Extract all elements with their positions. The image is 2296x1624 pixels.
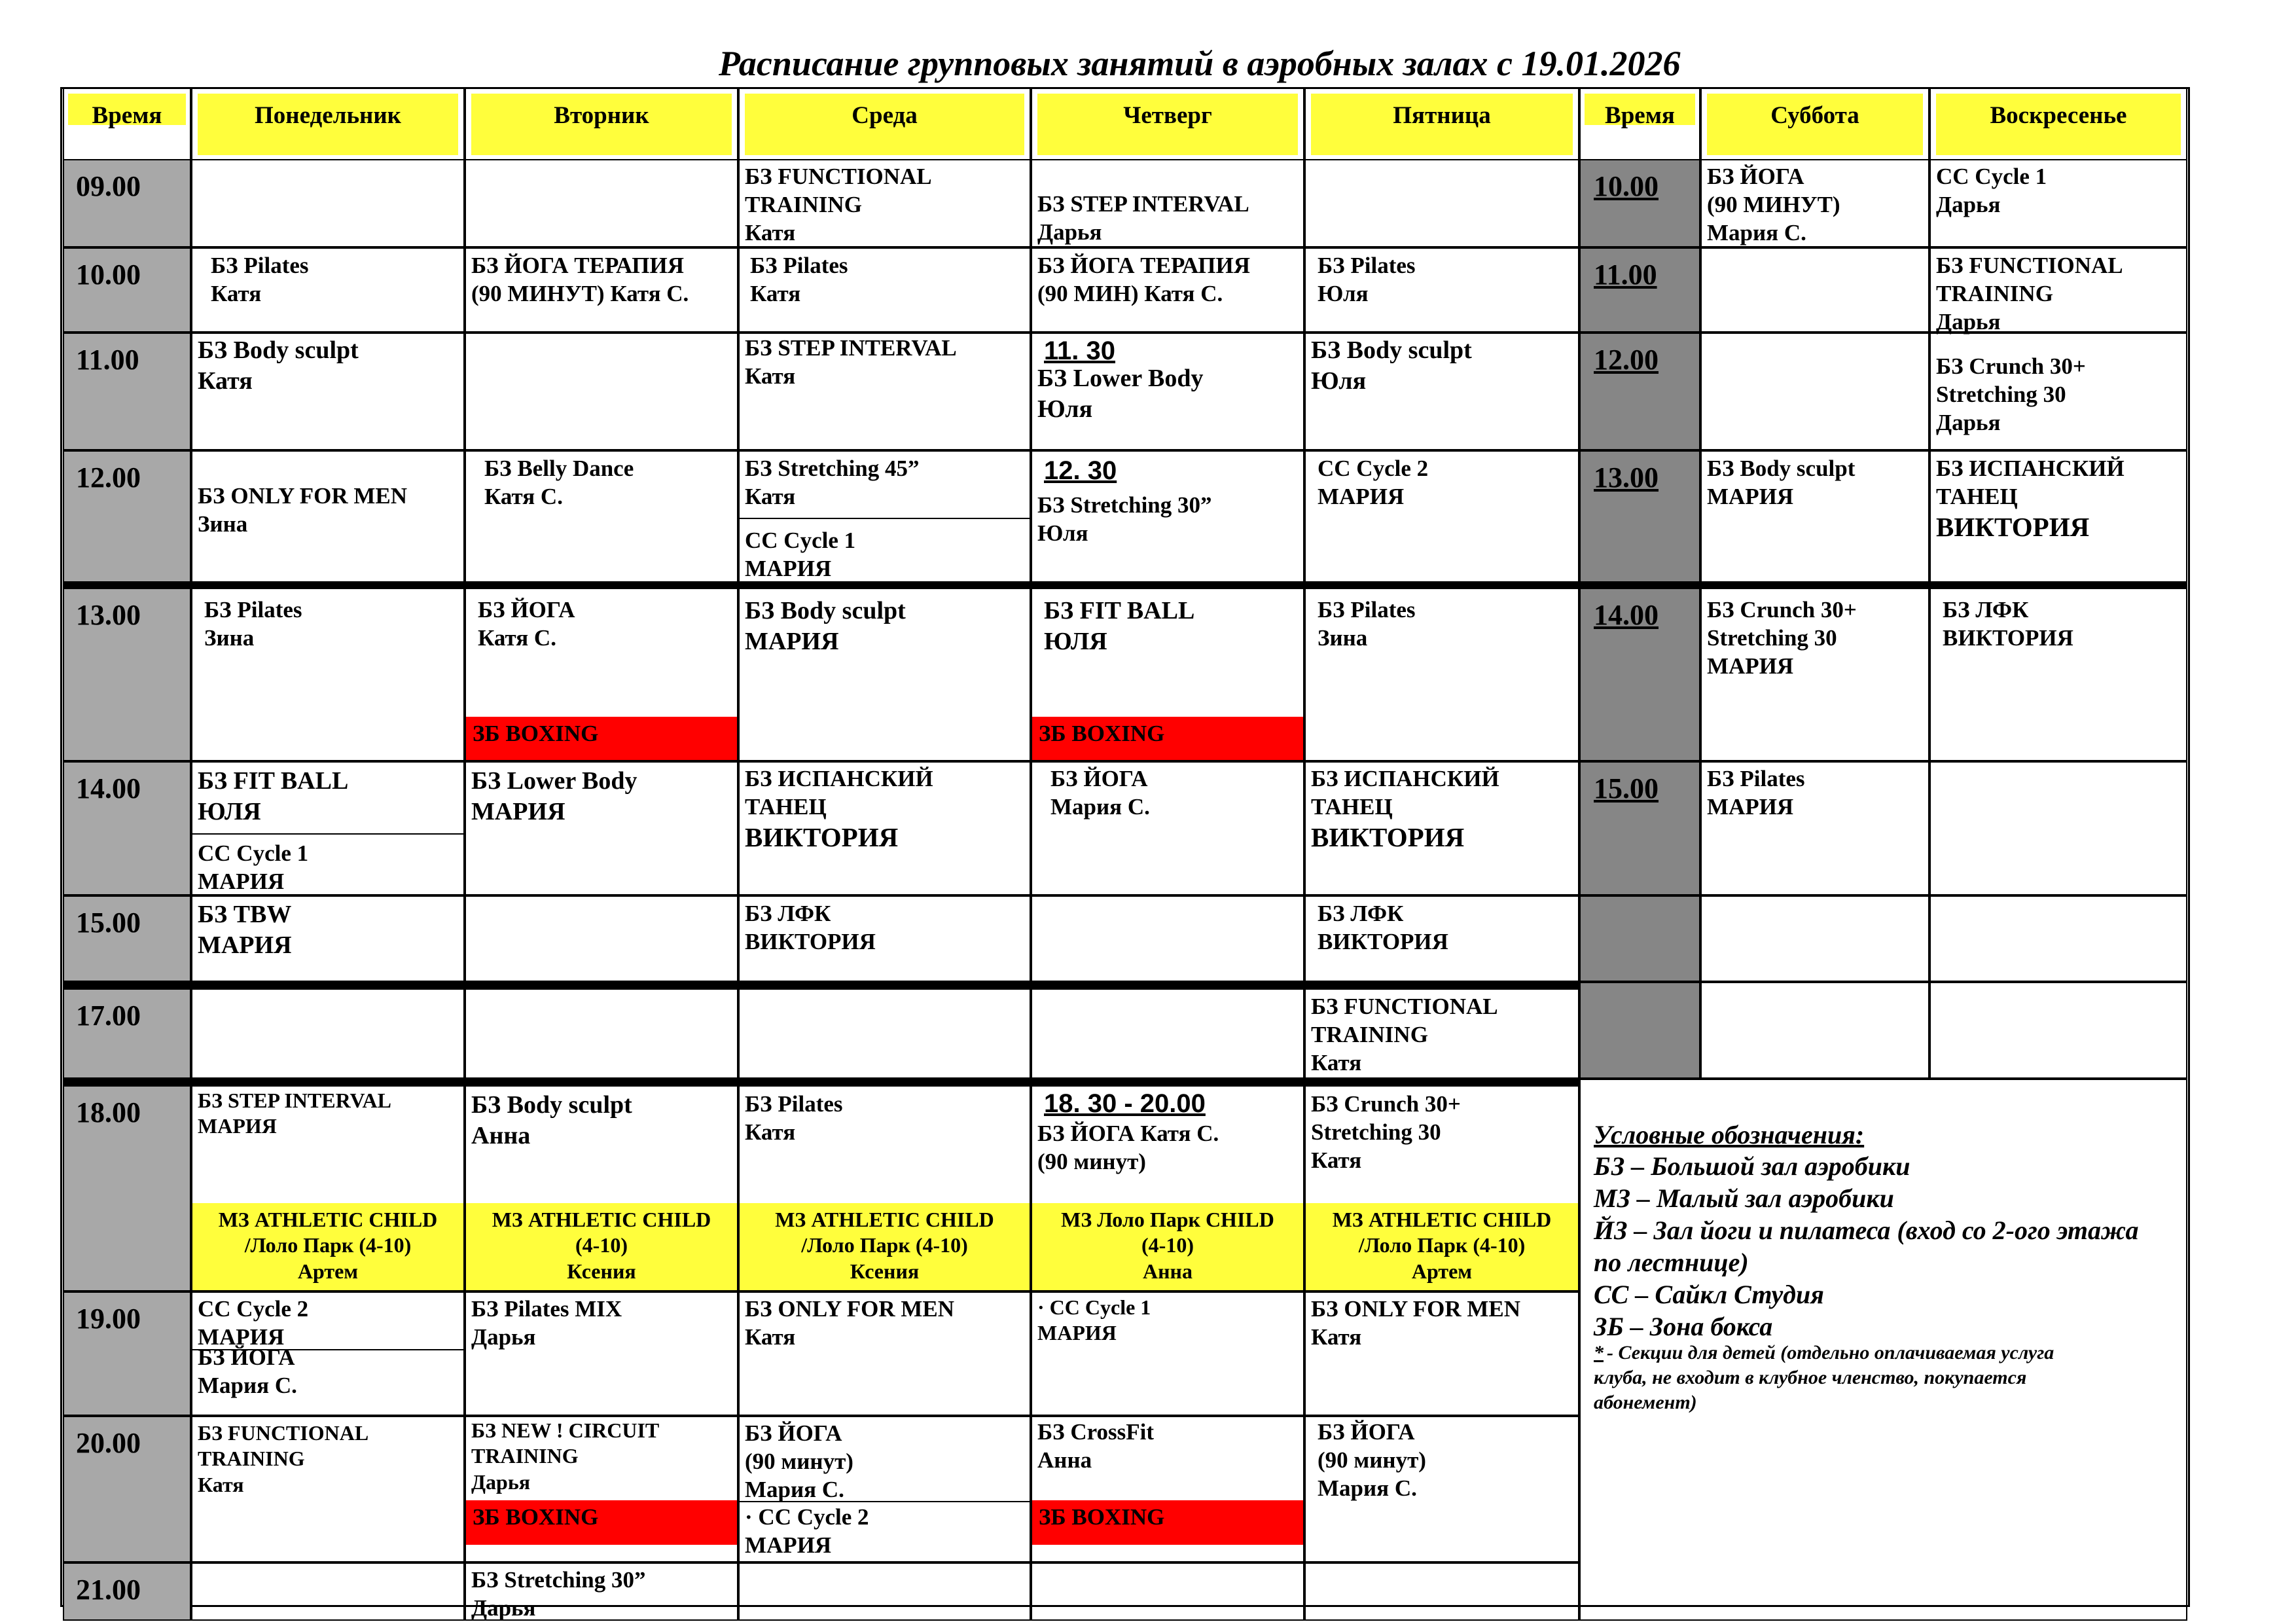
weekend-time-label: 15.00 [1594, 772, 1659, 804]
class-sat_1500-line: МАРИЯ [1707, 794, 1794, 820]
class-wed_1300-line: БЗ Body sculpt [745, 597, 906, 624]
class-fri_1800-line: Stretching 30 [1311, 1119, 1441, 1146]
boxing-tue-2000-label: ЗБ BOXING [473, 1504, 599, 1530]
section-separator [63, 982, 1579, 990]
child-fri-1800-text-line: /Лоло Парк (4-10) [1358, 1233, 1526, 1257]
weekend-time-label: 13.00 [1594, 461, 1659, 494]
header-label-sun [1936, 94, 2181, 155]
class-wed_1900-line: Катя [745, 1324, 796, 1350]
time-label: 17.00 [76, 1000, 141, 1032]
class-sat_1400-line: БЗ Crunch 30+ [1707, 597, 1857, 623]
class-wed_1200b-line: СС Cycle 1 [745, 528, 856, 553]
child-fri-1800-text-line: МЗ ATHLETIC CHILD [1332, 1208, 1552, 1231]
time-cell [63, 159, 191, 247]
header-text-tue: Вторник [554, 102, 649, 129]
slot-mon-2100 [191, 1562, 465, 1621]
legend-line: СС – Сайкл Студия [1594, 1280, 1824, 1309]
class-wed_1400-line: ВИКТОРИЯ [745, 822, 899, 853]
class-sun_1100-line: БЗ FUNCTIONAL [1936, 253, 2123, 278]
class-fri_1100-line: БЗ Body sculpt [1311, 336, 1472, 364]
child-thu-1800-text [1035, 1207, 1300, 1284]
child-fri-1800 [1306, 1203, 1578, 1290]
class-fri_1700-line: БЗ FUNCTIONAL [1311, 994, 1498, 1019]
class-wed_1800-line: Катя [745, 1119, 796, 1146]
class-fri_1300-line: Зина [1318, 625, 1368, 651]
child-thu-1800 [1032, 1203, 1303, 1290]
class-mon_1100-line: Катя [198, 367, 253, 395]
class-thu_1200-line: БЗ Stretching 30” [1037, 492, 1212, 518]
class-sun_1000 [1936, 162, 2293, 219]
class-sun_1400 [1943, 596, 2293, 652]
class-mon_1900a-line: МАРИЯ [198, 1324, 285, 1350]
weekend-time-label: 11.00 [1594, 259, 1657, 291]
class-tue_2000-line: TRAINING [471, 1444, 579, 1468]
boxing-thu-1300-label: ЗБ BOXING [1039, 721, 1165, 746]
class-tue_2100-line: Дарья [471, 1595, 536, 1621]
child-tue-1800-text-line: (4-10) [575, 1233, 628, 1257]
class-tue_1300-line: Катя С. [478, 625, 556, 651]
class-wed_1200b-line: МАРИЯ [745, 556, 832, 582]
time-label: 09.00 [76, 170, 141, 202]
child-fri-1800-text [1308, 1207, 1575, 1284]
class-wed_2000a-line: Мария С. [745, 1477, 844, 1503]
class-fri_1500-line: ВИКТОРИЯ [1318, 929, 1448, 955]
class-fri_1900 [1311, 1295, 2293, 1351]
child-wed-1800-text-line: /Лоло Парк (4-10) [801, 1233, 968, 1257]
class-tue_1200-line: БЗ Belly Dance [484, 456, 634, 481]
class-mon_1300-line: БЗ Pilates [204, 597, 302, 623]
time-cell [63, 247, 191, 333]
class-mon_1400a-line: БЗ FIT BALL [198, 767, 349, 795]
class-wed_1100-line: БЗ STEP INTERVAL [745, 335, 957, 361]
class-thu_1200-line: Юля [1037, 520, 1088, 547]
class-mon_1200-line: БЗ ONLY FOR MEN [198, 483, 408, 509]
class-mon_1000-line: БЗ Pilates [211, 253, 309, 278]
class-wed_2000a-line: БЗ ЙОГА [745, 1420, 842, 1446]
time-label: 10.00 [76, 259, 141, 291]
class-sat_1000-line: БЗ ЙОГА [1707, 164, 1804, 189]
legend-note-line: клуба, не входит в клубное членство, покупается [1594, 1367, 2027, 1388]
class-fri_1000-line: Юля [1318, 281, 1369, 307]
header-label-sat [1707, 94, 1923, 155]
time-label: 20.00 [76, 1427, 141, 1459]
class-sat_1000-line: Мария С. [1707, 220, 1806, 246]
boxing-thu-2000 [1032, 1500, 1303, 1545]
thu-1230-time: 12. 30 [1044, 456, 1117, 485]
class-tue_1000-line: БЗ ЙОГА ТЕРАПИЯ [471, 253, 685, 278]
class-thu_1100-line: Юля [1037, 395, 1093, 423]
class-fri_1800-line: Катя [1311, 1147, 1362, 1174]
header-text-time2: Время [1605, 102, 1675, 129]
class-wed_2000a-line: (90 минут) [745, 1449, 853, 1475]
class-sun_1200-line: Stretching 30 [1936, 382, 2066, 408]
child-tue-1800-text [469, 1207, 734, 1284]
class-fri_1800 [1311, 1090, 2293, 1174]
class-wed_2000b-line: · СС Cycle 2 [745, 1504, 869, 1530]
class-mon_1400b-line: МАРИЯ [198, 869, 285, 895]
child-mon-1800-text-line: МЗ ATHLETIC CHILD [218, 1208, 438, 1231]
class-wed_0900-line: Катя [745, 220, 796, 246]
class-thu_0900-line: Дарья [1037, 219, 1102, 245]
boxing-thu-2000-label: ЗБ BOXING [1039, 1504, 1165, 1530]
class-thu_1900-line: · СС Cycle 1 [1037, 1295, 1151, 1319]
class-mon_2000-line: Катя [198, 1472, 244, 1496]
class-fri_2000-line: БЗ ЙОГА [1318, 1419, 1415, 1445]
class-thu_1800-line: (90 минут) [1037, 1149, 1146, 1175]
class-mon_1300-line: Зина [204, 625, 255, 651]
class-tue_2000-line: Дарья [471, 1470, 531, 1494]
child-tue-1800-text-line: Ксения [567, 1259, 636, 1283]
class-sun_1300-line: БЗ ИСПАНСКИЙ [1936, 456, 2125, 481]
class-wed_1200a-line: БЗ Stretching 45” [745, 456, 920, 481]
header-label-wed [745, 94, 1024, 155]
class-tue_1900-line: Дарья [471, 1324, 536, 1350]
time-label: 15.00 [76, 907, 141, 939]
time-label: 14.00 [76, 772, 141, 804]
child-tue-1800 [466, 1203, 737, 1290]
class-sat_1400-line: МАРИЯ [1707, 653, 1794, 679]
time-label: 11.00 [76, 344, 139, 376]
header-label-tue [471, 94, 732, 155]
class-mon_2000-line: TRAINING [198, 1447, 305, 1471]
header-label-time [68, 94, 186, 129]
child-mon-1800-text-line: /Лоло Парк (4-10) [244, 1233, 412, 1257]
header-text-mon: Понедельник [255, 102, 401, 129]
child-fri-1800-text-line: Артем [1411, 1259, 1473, 1283]
child-wed-1800-text-line: МЗ ATHLETIC CHILD [775, 1208, 994, 1231]
legend-line: ЙЗ – Зал йоги и пилатеса (вход со 2-ого этажа [1594, 1216, 2139, 1245]
class-fri_1400-line: ВИКТОРИЯ [1311, 822, 1465, 853]
class-mon_1200-line: Зина [198, 511, 248, 537]
class-sun_1300-line: ВИКТОРИЯ [1936, 512, 2090, 543]
class-sun_1300-line: ТАНЕЦ [1936, 484, 2018, 510]
class-mon_1900b-line: Мария С. [198, 1373, 297, 1399]
class-fri_1200-line: СС Cycle 2 [1318, 456, 1429, 481]
class-fri_1400-line: БЗ ИСПАНСКИЙ [1311, 766, 1499, 791]
class-fri_1200-line: МАРИЯ [1318, 484, 1405, 510]
thu-1830-time: 18. 30 - 20.00 [1044, 1089, 1206, 1118]
legend-note-line: - Секции для детей (отдельно оплачиваемая услуга [1607, 1342, 2054, 1363]
class-wed_1300-line: МАРИЯ [745, 627, 839, 655]
class-fri_1900-line: БЗ ONLY FOR MEN [1311, 1296, 1521, 1322]
time-label: 19.00 [76, 1303, 141, 1335]
class-sat_1500-line: БЗ Pilates [1707, 766, 1805, 791]
class-wed_1200a-line: Катя [745, 484, 796, 510]
class-fri_1400-line: ТАНЕЦ [1311, 794, 1393, 820]
class-fri_1300-line: БЗ Pilates [1318, 597, 1416, 623]
boxing-thu-1300 [1032, 717, 1303, 760]
class-sun_1200-line: Дарья [1936, 410, 2001, 436]
class-mon_2000-line: БЗ FUNCTIONAL [198, 1421, 369, 1445]
class-mon_1900b [198, 1343, 2293, 1399]
time-cell [63, 588, 191, 761]
legend-line: по лестнице) [1594, 1248, 1749, 1277]
weekend-time-label: 10.00 [1594, 170, 1659, 202]
slot-mon-1700 [191, 988, 465, 1079]
legend-line: ЗБ – Зона бокса [1594, 1312, 1773, 1341]
child-tue-1800-text-line: МЗ ATHLETIC CHILD [492, 1208, 711, 1231]
class-thu_2000-line: БЗ CrossFit [1037, 1419, 1155, 1445]
header-text-sun: Воскресенье [1990, 102, 2127, 129]
class-tue_2100 [471, 1566, 2293, 1622]
class-fri_2000-line: Мария С. [1318, 1475, 1417, 1502]
class-sat_1500 [1707, 765, 2293, 821]
time-label: 13.00 [76, 599, 141, 631]
header-text-wed: Среда [852, 102, 918, 129]
legend-note-star: * [1594, 1342, 1604, 1363]
class-wed_1100-line: Катя [745, 363, 796, 389]
class-fri_1900-line: Катя [1311, 1324, 1362, 1350]
header-label-fri [1311, 94, 1573, 155]
header-label-thu [1037, 94, 1298, 155]
child-thu-1800-text-line: МЗ Лоло Парк CHILD [1061, 1208, 1274, 1231]
boxing-tue-1300 [466, 717, 737, 760]
class-tue_1800-line: Анна [471, 1121, 531, 1149]
slot-wed-1700 [738, 988, 1031, 1079]
class-fri_1500 [1318, 899, 2293, 956]
time-cell [63, 1416, 191, 1562]
class-sun_1100-line: TRAINING [1936, 281, 2053, 307]
class-sat_1300-line: МАРИЯ [1707, 484, 1794, 510]
schedule-title: Расписание групповых занятий в аэробных залах с 19.01.2026 [719, 44, 1681, 83]
class-fri_2000 [1318, 1418, 2293, 1502]
time-cell [63, 761, 191, 895]
header-label-mon [198, 94, 458, 155]
boxing-tue-1300-label: ЗБ BOXING [473, 721, 599, 746]
class-fri_1700-line: Катя [1311, 1050, 1362, 1076]
class-mon_1500-line: МАРИЯ [198, 931, 292, 959]
class-thu_1100-line: БЗ Lower Body [1037, 365, 1204, 392]
class-mon_1400b-line: СС Cycle 1 [198, 840, 309, 866]
class-fri_1100-line: Юля [1311, 367, 1367, 395]
header-text-time: Время [92, 102, 162, 129]
class-wed_0900-line: TRAINING [745, 192, 862, 218]
time-cell [63, 333, 191, 450]
class-tue_1200-line: Катя С. [484, 484, 563, 510]
slot-tue-1700 [465, 988, 738, 1079]
class-sat_1000-line: (90 МИНУТ) [1707, 192, 1840, 218]
class-mon_1500-line: БЗ TBW [198, 901, 292, 928]
class-wed_1000-line: Катя [750, 281, 801, 307]
class-wed_0900-line: БЗ FUNCTIONAL [745, 164, 932, 189]
legend-line: БЗ – Большой зал аэробики [1594, 1151, 1910, 1181]
header-label-time2 [1585, 94, 1695, 129]
class-tue_1400-line: МАРИЯ [471, 797, 565, 825]
class-tue_1000-line: (90 МИНУТ) Катя С. [471, 281, 689, 307]
time-label: 21.00 [76, 1574, 141, 1606]
class-sun_1400-line: ВИКТОРИЯ [1943, 625, 2073, 651]
child-thu-1800-text-line: Анна [1143, 1259, 1193, 1283]
child-mon-1800 [192, 1203, 463, 1290]
header-text-sat: Суббота [1770, 102, 1859, 129]
child-wed-1800-text [742, 1207, 1027, 1284]
class-thu_1000-line: БЗ ЙОГА ТЕРАПИЯ [1037, 253, 1251, 278]
class-mon_1000-line: Катя [211, 281, 262, 307]
header-text-fri: Пятница [1393, 102, 1491, 129]
child-mon-1800-text-line: Артем [297, 1259, 359, 1283]
class-sun_1200 [1936, 352, 2293, 437]
section-separator [63, 1079, 1579, 1087]
class-tue_1800-line: БЗ Body sculpt [471, 1091, 632, 1119]
class-thu_1300-line: ЮЛЯ [1044, 627, 1107, 655]
class-fri_1700-line: TRAINING [1311, 1022, 1428, 1048]
legend-line: МЗ – Малый зал аэробики [1594, 1183, 1894, 1213]
class-mon_1100-line: БЗ Body sculpt [198, 336, 359, 364]
time-label: 12.00 [76, 461, 141, 494]
boxing-tue-2000 [466, 1500, 737, 1545]
time-cell [63, 1291, 191, 1416]
class-thu_1800-line: БЗ ЙОГА Катя С. [1037, 1121, 1219, 1146]
class-wed_1800-line: БЗ Pilates [745, 1091, 843, 1117]
slot-thu-1700 [1031, 988, 1304, 1079]
class-sun_1000-line: Дарья [1936, 192, 2001, 218]
class-tue_2000-line: БЗ NEW ! CIRCUIT [471, 1418, 660, 1442]
time-label: 18.00 [76, 1096, 141, 1128]
class-sun_1400-line: БЗ ЛФК [1943, 597, 2029, 623]
child-mon-1800-text [195, 1207, 461, 1284]
class-tue_1400-line: БЗ Lower Body [471, 767, 637, 795]
class-wed_2000b-line: МАРИЯ [745, 1532, 832, 1559]
class-thu_1300-line: БЗ FIT BALL [1044, 597, 1195, 624]
class-mon_1800-line: МАРИЯ [198, 1114, 277, 1138]
weekend-time-label: 12.00 [1594, 344, 1659, 376]
class-mon_1900a-line: СС Cycle 2 [198, 1296, 309, 1322]
class-wed_1400-line: ТАНЕЦ [745, 794, 827, 820]
class-fri_1700 [1311, 992, 2293, 1077]
class-mon_1900b-line: БЗ ЙОГА [198, 1344, 295, 1370]
class-thu_1400-line: БЗ ЙОГА [1050, 766, 1148, 791]
class-sat_1300-line: БЗ Body sculpt [1707, 456, 1856, 481]
legend-title: Условные обозначения: [1594, 1120, 1865, 1149]
class-wed_2000b [745, 1503, 2293, 1559]
class-tue_2100-line: БЗ Stretching 30” [471, 1567, 646, 1593]
header-text-thu: Четверг [1123, 102, 1212, 129]
class-thu_1900-line: МАРИЯ [1037, 1321, 1117, 1345]
class-tue_1300-line: БЗ ЙОГА [478, 597, 575, 623]
class-sun_1100 [1936, 251, 2293, 336]
class-sun_1100-line: Дарья [1936, 309, 2001, 335]
thu-1130-time: 11. 30 [1044, 336, 1116, 365]
legend-note-line: абонемент) [1594, 1392, 1697, 1413]
class-sat_1400-line: Stretching 30 [1707, 625, 1837, 651]
slot-mon-0900 [191, 159, 465, 247]
child-wed-1800-text-line: Ксения [850, 1259, 920, 1283]
class-wed_1500-line: БЗ ЛФК [745, 901, 831, 926]
class-mon_1800-line: БЗ STEP INTERVAL [198, 1089, 391, 1112]
class-fri_1800-line: БЗ Crunch 30+ [1311, 1091, 1461, 1117]
class-wed_1400-line: БЗ ИСПАНСКИЙ [745, 766, 933, 791]
class-fri_1000-line: БЗ Pilates [1318, 253, 1416, 278]
class-sun_1000-line: СС Cycle 1 [1936, 164, 2047, 189]
class-fri_2000-line: (90 минут) [1318, 1447, 1426, 1473]
child-thu-1800-text-line: (4-10) [1141, 1233, 1194, 1257]
weekend-time-label: 14.00 [1594, 599, 1659, 631]
class-fri_1500-line: БЗ ЛФК [1318, 901, 1404, 926]
class-sun_1300 [1936, 454, 2293, 544]
class-mon_1400a-line: ЮЛЯ [198, 797, 261, 825]
class-thu_1400-line: Мария С. [1050, 794, 1150, 820]
child-wed-1800 [740, 1203, 1030, 1290]
class-wed_1000-line: БЗ Pilates [750, 253, 848, 278]
class-wed_1900-line: БЗ ONLY FOR MEN [745, 1296, 955, 1322]
slot-tue-0900 [465, 159, 738, 247]
time-cell [63, 988, 191, 1079]
class-wed_1500-line: ВИКТОРИЯ [745, 929, 876, 955]
time-cell [63, 1562, 191, 1621]
time-cell [63, 895, 191, 982]
time-cell [63, 450, 191, 588]
class-tue_1900-line: БЗ Pilates MIX [471, 1296, 622, 1322]
class-thu_0900-line: БЗ STEP INTERVAL [1037, 191, 1249, 217]
class-thu_2000-line: Анна [1037, 1447, 1092, 1473]
class-thu_1000-line: (90 МИН) Катя С. [1037, 281, 1223, 307]
class-sun_1200-line: БЗ Crunch 30+ [1936, 353, 2086, 379]
time-cell [63, 1085, 191, 1291]
